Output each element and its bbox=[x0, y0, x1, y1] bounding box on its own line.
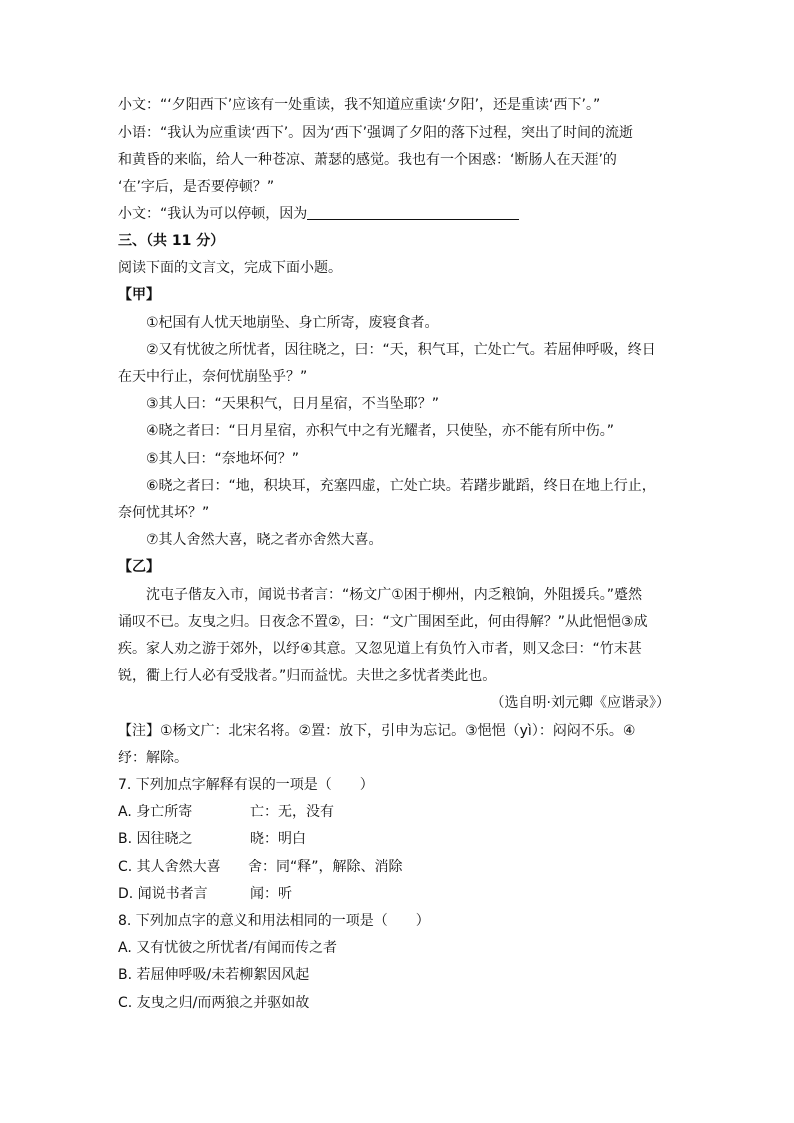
dialogue-line-5-text: 小文：“我认为可以停顿，因为 bbox=[118, 206, 308, 222]
jia-paragraph-1: ①杞国有人忧天地崩坠、身亡所寄，废寝食者。 bbox=[146, 315, 439, 331]
jia-paragraph-3: ③其人曰：“天果积气，日月星宿，不当坠耶？” bbox=[146, 396, 440, 412]
jia-paragraph-5: ⑤其人曰：“奈地坏何？” bbox=[146, 451, 300, 467]
option-d-text: D. 闻说书者言 bbox=[118, 886, 208, 902]
question-7-option-a[interactable] bbox=[118, 803, 678, 821]
yi-line-4: 锐，衢上行人必有受戕者。”归而益忧。夫世之多忧者类此也。 bbox=[118, 668, 497, 684]
question-8-option-a[interactable]: A. 又有忧彼之所忧者/有闻而传之者 bbox=[118, 940, 337, 956]
passage-jia-label: 【甲】 bbox=[118, 287, 160, 303]
question-8-option-c[interactable]: C. 友曳之归/而两狼之并驱如故 bbox=[118, 995, 310, 1011]
question-7-stem: 7. 下列加点字解释有误的一项是（ ） bbox=[118, 777, 374, 793]
dialogue-line-2: 小语：“我认为应重读‘西下’。因为‘西下’强调了夕阳的落下过程，突出了时间的流逝 bbox=[118, 125, 634, 141]
dialogue-line-5 bbox=[118, 205, 678, 223]
option-b-text: B. 因往晓之 bbox=[118, 831, 193, 847]
yi-line-3: 疾。家人劝之游于郊外，以纾④其意。又忽见道上有负竹入市者，则又念曰：“竹末甚 bbox=[118, 641, 642, 657]
note-line-2: 纾：解除。 bbox=[118, 750, 188, 766]
jia-paragraph-6-line-1: ⑥晓之者曰：“地，积块耳，充塞四虚，亡处亡块。若躇步跐蹈，终日在地上行止， bbox=[146, 478, 656, 494]
dialogue-line-3: 和黄昏的来临，给人一种苍凉、萧瑟的感觉。我也有一个困惑：‘断肠人在天涯’的 bbox=[118, 152, 617, 168]
question-7-option-b[interactable] bbox=[118, 830, 678, 848]
section-heading: 三、（共 11 分） bbox=[118, 233, 225, 249]
option-c-gloss: 舍：同“释”，解除、消除 bbox=[248, 859, 403, 875]
jia-paragraph-2-line-2: 在天中行止，奈何忧崩坠乎？” bbox=[118, 369, 308, 385]
passage-yi-label: 【乙】 bbox=[118, 559, 160, 575]
answer-blank[interactable] bbox=[307, 205, 519, 220]
question-8-option-b[interactable]: B. 若屈伸呼吸/未若柳絮因风起 bbox=[118, 967, 310, 983]
jia-paragraph-6-line-2: 奈何忧其坏？” bbox=[118, 505, 210, 521]
yi-line-1: 沈屯子偕友入市，闻说书者言：“杨文广①困于柳州，内乏粮饷，外阻援兵。”蹙然 bbox=[146, 587, 643, 603]
yi-line-2: 诵叹不已。友曳之归。日夜念不置②，曰：“文广围困至此，何由得解？”从此悒悒③成 bbox=[118, 614, 648, 630]
option-a-text: A. 身亡所寄 bbox=[118, 804, 193, 820]
option-b-gloss: 晓：明白 bbox=[250, 831, 306, 847]
yi-source: （选自明·刘元卿《应谐录》） bbox=[490, 695, 670, 711]
question-7-option-d[interactable] bbox=[118, 885, 678, 903]
section-instruction: 阅读下面的文言文，完成下面小题。 bbox=[118, 260, 342, 276]
question-8-stem: 8. 下列加点字的意义和用法相同的一项是（ ） bbox=[118, 913, 430, 929]
note-line-1: 【注】①杨文广：北宋名将。②置：放下，引申为忘记。③悒悒（yì）：闷闷不乐。④ bbox=[118, 723, 636, 739]
question-7-option-c[interactable] bbox=[118, 858, 678, 876]
option-a-gloss: 亡：无，没有 bbox=[250, 804, 334, 820]
option-d-gloss: 闻：听 bbox=[250, 886, 292, 902]
dialogue-line-4: ‘在’字后，是否要停顿？” bbox=[118, 179, 275, 195]
jia-paragraph-2-line-1: ②又有忧彼之所忧者，因往晓之，曰：“天，积气耳，亡处亡气。若屈伸呼吸，终日 bbox=[146, 342, 656, 358]
jia-paragraph-7: ⑦其人舍然大喜，晓之者亦舍然大喜。 bbox=[146, 532, 383, 548]
jia-paragraph-4: ④晓之者曰：“日月星宿，亦积气中之有光耀者，只使坠，亦不能有所中伤。” bbox=[146, 423, 615, 439]
option-c-text: C. 其人舍然大喜 bbox=[118, 859, 221, 875]
dialogue-line-1: 小文：“‘夕阳西下’应该有一处重读，我不知道应重读‘夕阳’，还是重读‘西下’。” bbox=[118, 97, 601, 113]
